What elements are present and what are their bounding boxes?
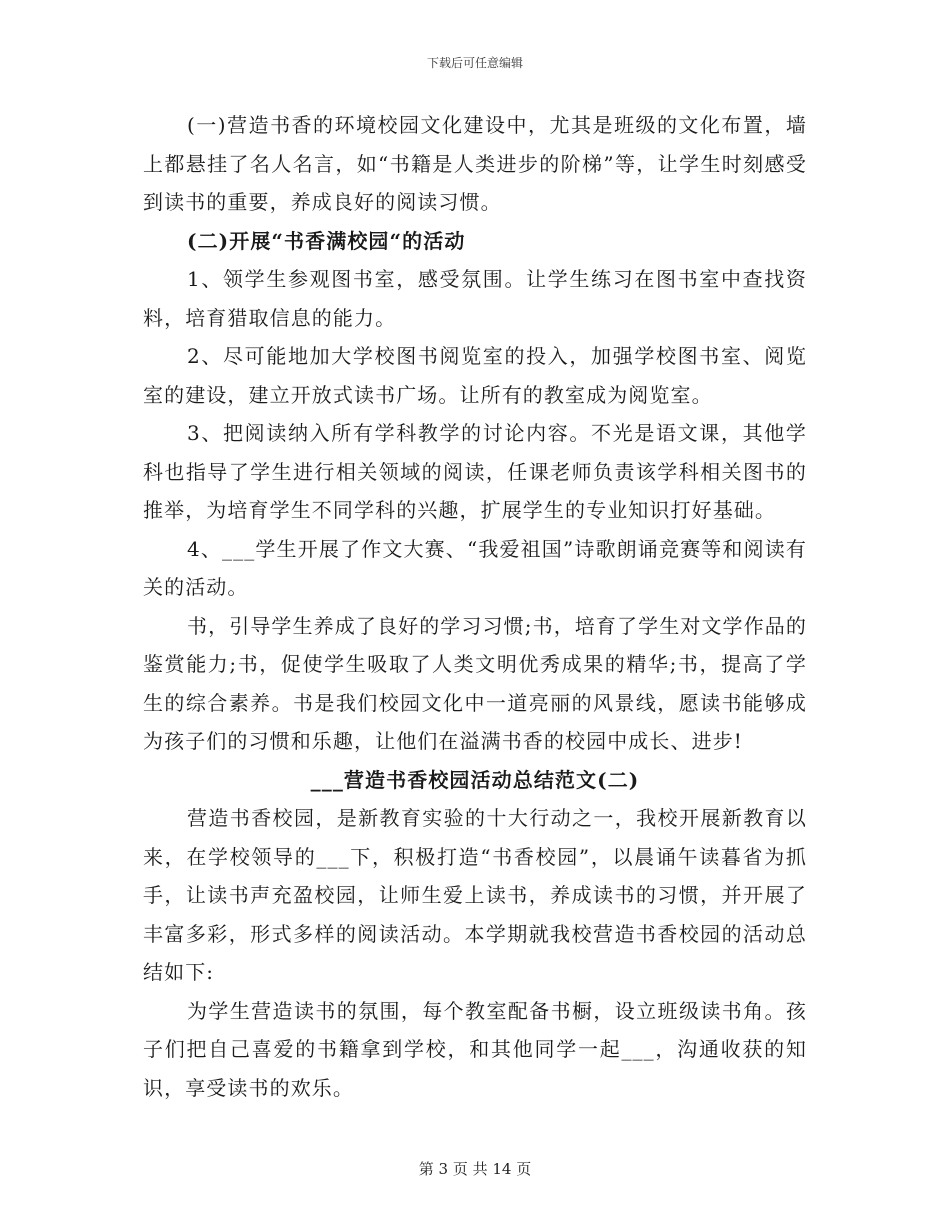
paragraph-item-3: 3、把阅读纳入所有学科教学的讨论内容。不光是语文课，其他学科也指导了学生进行相关领域的阅读，任课老师负责该学科相关图书的推举，为培育学生不同学科的兴趣，扩展学生的专业知识打好基础。 — [143, 421, 807, 522]
paragraph-item-4: 4、___学生开展了作文大赛、“我爱祖国”诗歌朗诵竞赛等和阅读有关的活动。 — [143, 536, 807, 599]
paragraph-intro-2: 营造书香校园，是新教育实验的十大行动之一，我校开展新教育以来，在学校领导的___下，积极打造“书香校园”，以晨诵午读暮省为抓手，让读书声充盈校园，让师生爱上读书，养成读书的习惯，并开展了丰富多彩，形式多样的阅读活动。本学期就我校营造书香校园的活动总结如下: — [143, 806, 807, 984]
document-body — [143, 106, 807, 1107]
header-note: 下载后可任意编辑 — [426, 56, 523, 70]
section-title: ___营造书香校园活动总结范文(二) — [310, 767, 640, 792]
subheading-activities: (二)开展“书香满校园“的活动 — [187, 228, 466, 253]
paragraph-conclusion: 书，引导学生养成了良好的学习习惯;书，培育了学生对文学作品的鉴赏能力;书，促使学生吸取了人类文明优秀成果的精华;书，提高了学生的综合素养。书是我们校园文化中一道亮丽的风景线，愿读书能够成为孩子们的习惯和乐趣，让他们在溢满书香的校园中成长、进步! — [143, 613, 807, 753]
paragraph-environment: (一)营造书香的环境校园文化建设中，尤其是班级的文化布置，墙上都悬挂了名人名言，如“书籍是人类进步的阶梯”等，让学生时刻感受到读书的重要，养成良好的阅读习惯。 — [143, 113, 807, 214]
paragraph-reading-atmosphere: 为学生营造读书的氛围，每个教室配备书橱，设立班级读书角。孩子们把自己喜爱的书籍拿到学校，和其他同学一起___，沟通收获的知识，享受读书的欢乐。 — [143, 998, 807, 1100]
paragraph-item-2: 2、尽可能地加大学校图书阅览室的投入，加强学校图书室、阅览室的建设，建立开放式读书广场。让所有的教室成为阅览室。 — [143, 344, 807, 407]
paragraph-item-1: 1、领学生参观图书室，感受氛围。让学生练习在图书室中查找资料，培育猎取信息的能力。 — [143, 267, 807, 330]
page-number: 第 3 页 共 14 页 — [418, 1160, 532, 1178]
